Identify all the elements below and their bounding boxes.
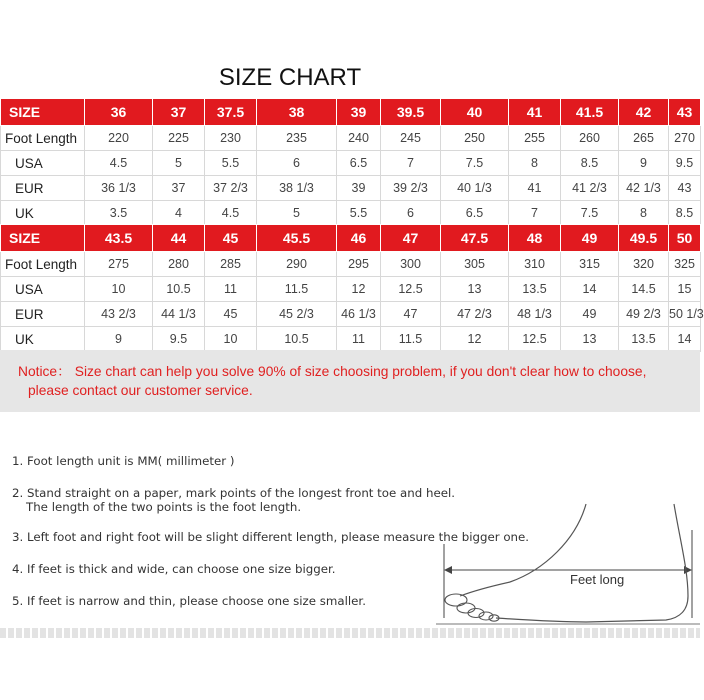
table-cell: 6	[381, 201, 441, 226]
instruction-text: 1. Foot length unit is MM( millimeter )	[12, 454, 235, 468]
table-cell: 10	[85, 277, 153, 302]
size-table-1	[0, 98, 701, 226]
table-cell: 4	[153, 201, 205, 226]
table-cell: 43 2/3	[85, 302, 153, 327]
size-header-row	[1, 225, 701, 252]
table-cell: 48 1/3	[509, 302, 561, 327]
table-cell: 11.5	[257, 277, 337, 302]
table-cell: 37	[153, 176, 205, 201]
table-cell: 7	[381, 151, 441, 176]
size-header-cell: 47.5	[441, 225, 509, 252]
row-label: USA	[1, 151, 85, 176]
foot-outline-icon	[436, 500, 700, 640]
table-cell: 37 2/3	[205, 176, 257, 201]
size-header-cell: 37	[153, 99, 205, 126]
table-cell: 12.5	[381, 277, 441, 302]
table-cell: 47	[381, 302, 441, 327]
table-row	[1, 151, 701, 176]
table-cell: 325	[669, 252, 701, 277]
size-header-cell: 49	[561, 225, 619, 252]
table-cell: 14	[669, 327, 701, 352]
table-cell: 11.5	[381, 327, 441, 352]
size-header-cell: 45	[205, 225, 257, 252]
table-cell: 8	[619, 201, 669, 226]
table-cell: 12.5	[509, 327, 561, 352]
table-cell: 245	[381, 126, 441, 151]
table-cell: 40 1/3	[441, 176, 509, 201]
table-cell: 4.5	[85, 151, 153, 176]
instruction-item-1	[12, 454, 234, 468]
size-table-2	[0, 224, 704, 352]
size-header-cell: 47	[381, 225, 441, 252]
table-row	[1, 302, 701, 327]
instruction-subtext: The length of the two points is the foot length.	[26, 500, 302, 514]
table-cell: 38 1/3	[257, 176, 337, 201]
table-cell: 12	[441, 327, 509, 352]
size-header-cell: 39.5	[381, 99, 441, 126]
table-cell: 39	[337, 176, 381, 201]
table-cell: 5	[153, 151, 205, 176]
table-cell: 11	[205, 277, 257, 302]
table-cell: 220	[85, 126, 153, 151]
size-header-cell: 46	[337, 225, 381, 252]
table-cell: 11	[337, 327, 381, 352]
table-cell: 230	[205, 126, 257, 151]
table-cell: 6	[257, 151, 337, 176]
table-cell: 50 1/3	[669, 302, 701, 327]
table-cell: 13.5	[509, 277, 561, 302]
table-cell: 9	[619, 151, 669, 176]
size-header-cell: 39	[337, 99, 381, 126]
instruction-text: 3. Left foot and right foot will be slight different length, please measure the bigger one.	[12, 530, 530, 544]
notice-line-2: please contact our customer service.	[28, 383, 253, 398]
table-cell: 300	[381, 252, 441, 277]
table-cell: 9.5	[153, 327, 205, 352]
table-cell: 315	[561, 252, 619, 277]
table-cell: 8.5	[669, 201, 701, 226]
instruction-text: 2. Stand straight on a paper, mark points of the longest front toe and heel.	[12, 486, 455, 500]
table-cell: 8	[509, 151, 561, 176]
table-cell: 13.5	[619, 327, 669, 352]
size-header-cell: 37.5	[205, 99, 257, 126]
row-label: UK	[1, 201, 85, 226]
bottom-border	[0, 628, 700, 638]
table-cell: 9	[85, 327, 153, 352]
table-cell: 9.5	[669, 151, 701, 176]
page-title: SIZE CHART	[218, 64, 362, 91]
table-cell: 44 1/3	[153, 302, 205, 327]
table-cell: 45 2/3	[257, 302, 337, 327]
notice-line-1: Notice： Size chart can help you solve 90% of size choosing problem, if you don't clear how to choose,	[18, 364, 647, 379]
table-cell: 13	[561, 327, 619, 352]
table-row	[1, 277, 701, 302]
table-cell: 12	[337, 277, 381, 302]
size-header-cell: 43	[669, 99, 701, 126]
table-cell: 270	[669, 126, 701, 151]
table-cell: 49	[561, 302, 619, 327]
table-cell: 310	[509, 252, 561, 277]
size-header-cell: 43.5	[85, 225, 153, 252]
table-cell: 5.5	[205, 151, 257, 176]
table-cell: 235	[257, 126, 337, 151]
size-header-cell: 50	[669, 225, 701, 252]
table-cell: 42 1/3	[619, 176, 669, 201]
table-row	[1, 201, 701, 226]
table-cell: 7.5	[561, 201, 619, 226]
table-cell: 7	[509, 201, 561, 226]
table-row	[1, 252, 701, 277]
table-cell: 6.5	[441, 201, 509, 226]
table-cell: 290	[257, 252, 337, 277]
table-cell: 36 1/3	[85, 176, 153, 201]
instruction-text: 4. If feet is thick and wide, can choose one size bigger.	[12, 562, 336, 576]
table-cell: 305	[441, 252, 509, 277]
table-cell: 250	[441, 126, 509, 151]
size-header-label: SIZE	[1, 225, 85, 252]
table-cell: 41 2/3	[561, 176, 619, 201]
table-row	[1, 327, 701, 352]
row-label: USA	[1, 277, 85, 302]
table-cell: 5.5	[337, 201, 381, 226]
table-cell: 280	[153, 252, 205, 277]
table-cell: 47 2/3	[441, 302, 509, 327]
table-row	[1, 176, 701, 201]
notice-divider	[0, 412, 700, 422]
table-cell: 275	[85, 252, 153, 277]
size-header-cell: 45.5	[257, 225, 337, 252]
size-header-cell: 44	[153, 225, 205, 252]
size-table-2-body	[1, 225, 704, 352]
row-label: EUR	[1, 302, 85, 327]
table-cell: 295	[337, 252, 381, 277]
table-cell: 46 1/3	[337, 302, 381, 327]
table-cell: 285	[205, 252, 257, 277]
table-cell: 260	[561, 126, 619, 151]
instruction-text: 5. If feet is narrow and thin, please choose one size smaller.	[12, 594, 366, 608]
table-cell: 8.5	[561, 151, 619, 176]
table-cell: 49 2/3	[619, 302, 669, 327]
size-header-cell: 49.5	[619, 225, 669, 252]
table-cell: 225	[153, 126, 205, 151]
size-header-cell: 38	[257, 99, 337, 126]
table-cell: 13	[441, 277, 509, 302]
table-cell: 43	[669, 176, 701, 201]
table-cell: 6.5	[337, 151, 381, 176]
size-header-cell: 36	[85, 99, 153, 126]
table-cell: 39 2/3	[381, 176, 441, 201]
size-table-1-body	[1, 99, 701, 226]
row-label: EUR	[1, 176, 85, 201]
table-cell: 14.5	[619, 277, 669, 302]
size-header-cell: 42	[619, 99, 669, 126]
table-cell: 14	[561, 277, 619, 302]
table-cell: 10.5	[153, 277, 205, 302]
feet-long-label: Feet long	[570, 572, 625, 587]
size-header-cell: 40	[441, 99, 509, 126]
table-cell: 7.5	[441, 151, 509, 176]
table-row	[1, 126, 701, 151]
instruction-item-4	[12, 562, 336, 576]
size-header-cell: 48	[509, 225, 561, 252]
instruction-item-2	[12, 486, 455, 514]
size-header-cell: 41	[509, 99, 561, 126]
table-cell: 3.5	[85, 201, 153, 226]
table-cell: 10	[205, 327, 257, 352]
table-cell: 5	[257, 201, 337, 226]
table-cell: 10.5	[257, 327, 337, 352]
size-header-cell: 41.5	[561, 99, 619, 126]
table-cell: 4.5	[205, 201, 257, 226]
row-label: Foot Length	[1, 126, 85, 151]
table-cell: 15	[669, 277, 701, 302]
table-cell: 320	[619, 252, 669, 277]
size-header-row	[1, 99, 701, 126]
row-label: UK	[1, 327, 85, 352]
table-cell: 240	[337, 126, 381, 151]
size-header-label: SIZE	[1, 99, 85, 126]
notice-text	[18, 362, 698, 400]
table-cell: 265	[619, 126, 669, 151]
row-label: Foot Length	[1, 252, 85, 277]
table-cell: 41	[509, 176, 561, 201]
table-cell: 45	[205, 302, 257, 327]
table-cell: 255	[509, 126, 561, 151]
instruction-item-5	[12, 594, 366, 608]
